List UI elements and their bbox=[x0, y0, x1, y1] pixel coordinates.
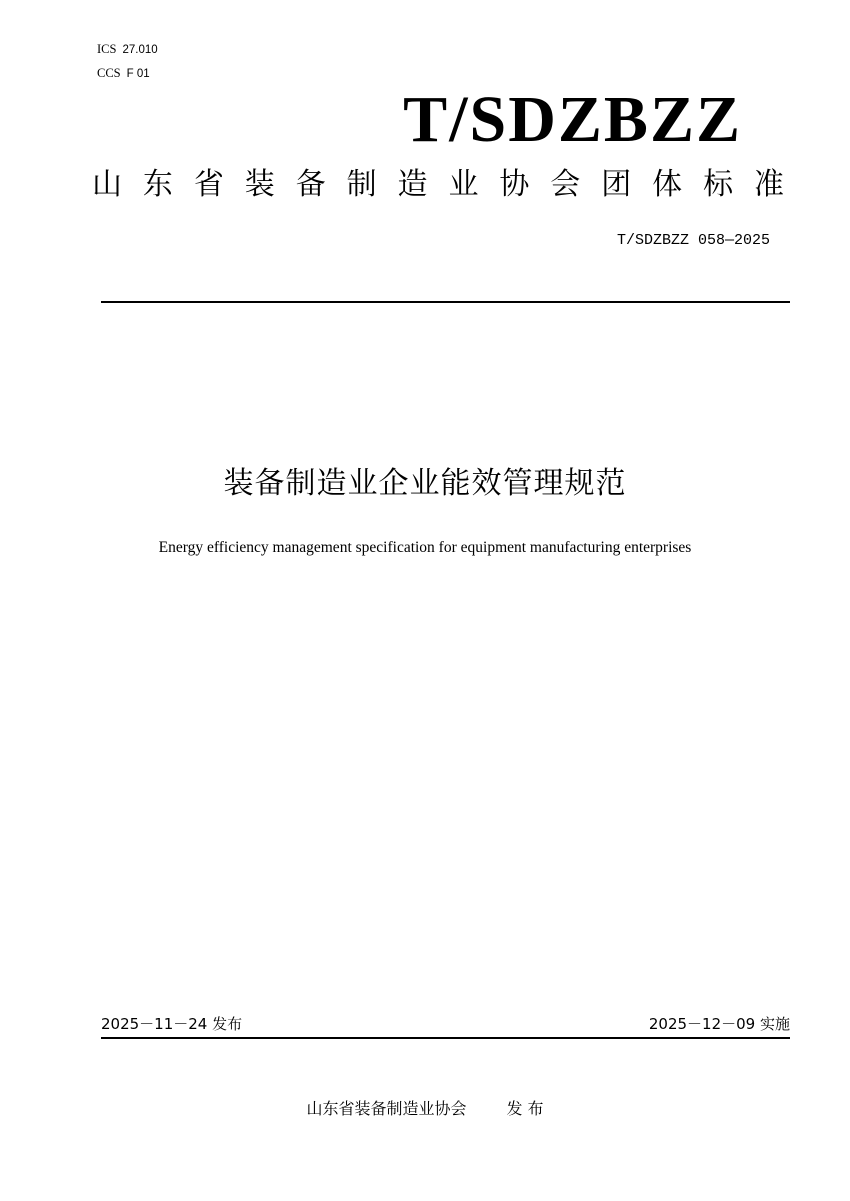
title-char: 业 bbox=[448, 167, 479, 202]
document-number: T/SDZBZZ 058—2025 bbox=[616, 232, 770, 249]
ccs-code: F 01 bbox=[126, 68, 150, 80]
organization-standard-title bbox=[92, 163, 784, 207]
publish-date: 2025－11－24 发布 bbox=[101, 1015, 243, 1033]
bottom-divider bbox=[101, 1037, 790, 1039]
publisher-name: 山东省装备制造业协会 bbox=[306, 1099, 467, 1118]
title-char: 山 bbox=[92, 167, 122, 202]
title-char: 准 bbox=[753, 167, 784, 202]
implement-date: 2025－12－09 实施 bbox=[648, 1015, 790, 1033]
title-char: 团 bbox=[601, 167, 632, 202]
document-title-en: Energy efficiency management specification for equipment manufacturing enterprises bbox=[158, 539, 692, 556]
ics-line bbox=[97, 41, 158, 58]
ccs-line bbox=[97, 65, 150, 82]
top-divider bbox=[101, 301, 790, 303]
title-char: 省 bbox=[193, 167, 224, 202]
title-char: 体 bbox=[652, 167, 683, 202]
standard-code-logo: T/SDZBZZ bbox=[403, 83, 742, 156]
ics-label: ICS bbox=[97, 42, 117, 56]
document-title-cn: 装备制造业企业能效管理规范 bbox=[223, 466, 627, 501]
title-char: 协 bbox=[499, 167, 530, 202]
ics-code: 27.010 bbox=[122, 44, 158, 56]
title-char: 标 bbox=[703, 167, 734, 202]
title-char: 会 bbox=[550, 167, 581, 202]
title-char: 备 bbox=[295, 167, 326, 202]
title-char: 东 bbox=[142, 167, 173, 202]
publisher-line bbox=[0, 1098, 850, 1120]
publish-label: 发 布 bbox=[506, 1099, 544, 1118]
title-char: 装 bbox=[244, 167, 275, 202]
title-char: 制 bbox=[346, 167, 377, 202]
ccs-label: CCS bbox=[97, 66, 121, 80]
title-char: 造 bbox=[397, 167, 428, 202]
